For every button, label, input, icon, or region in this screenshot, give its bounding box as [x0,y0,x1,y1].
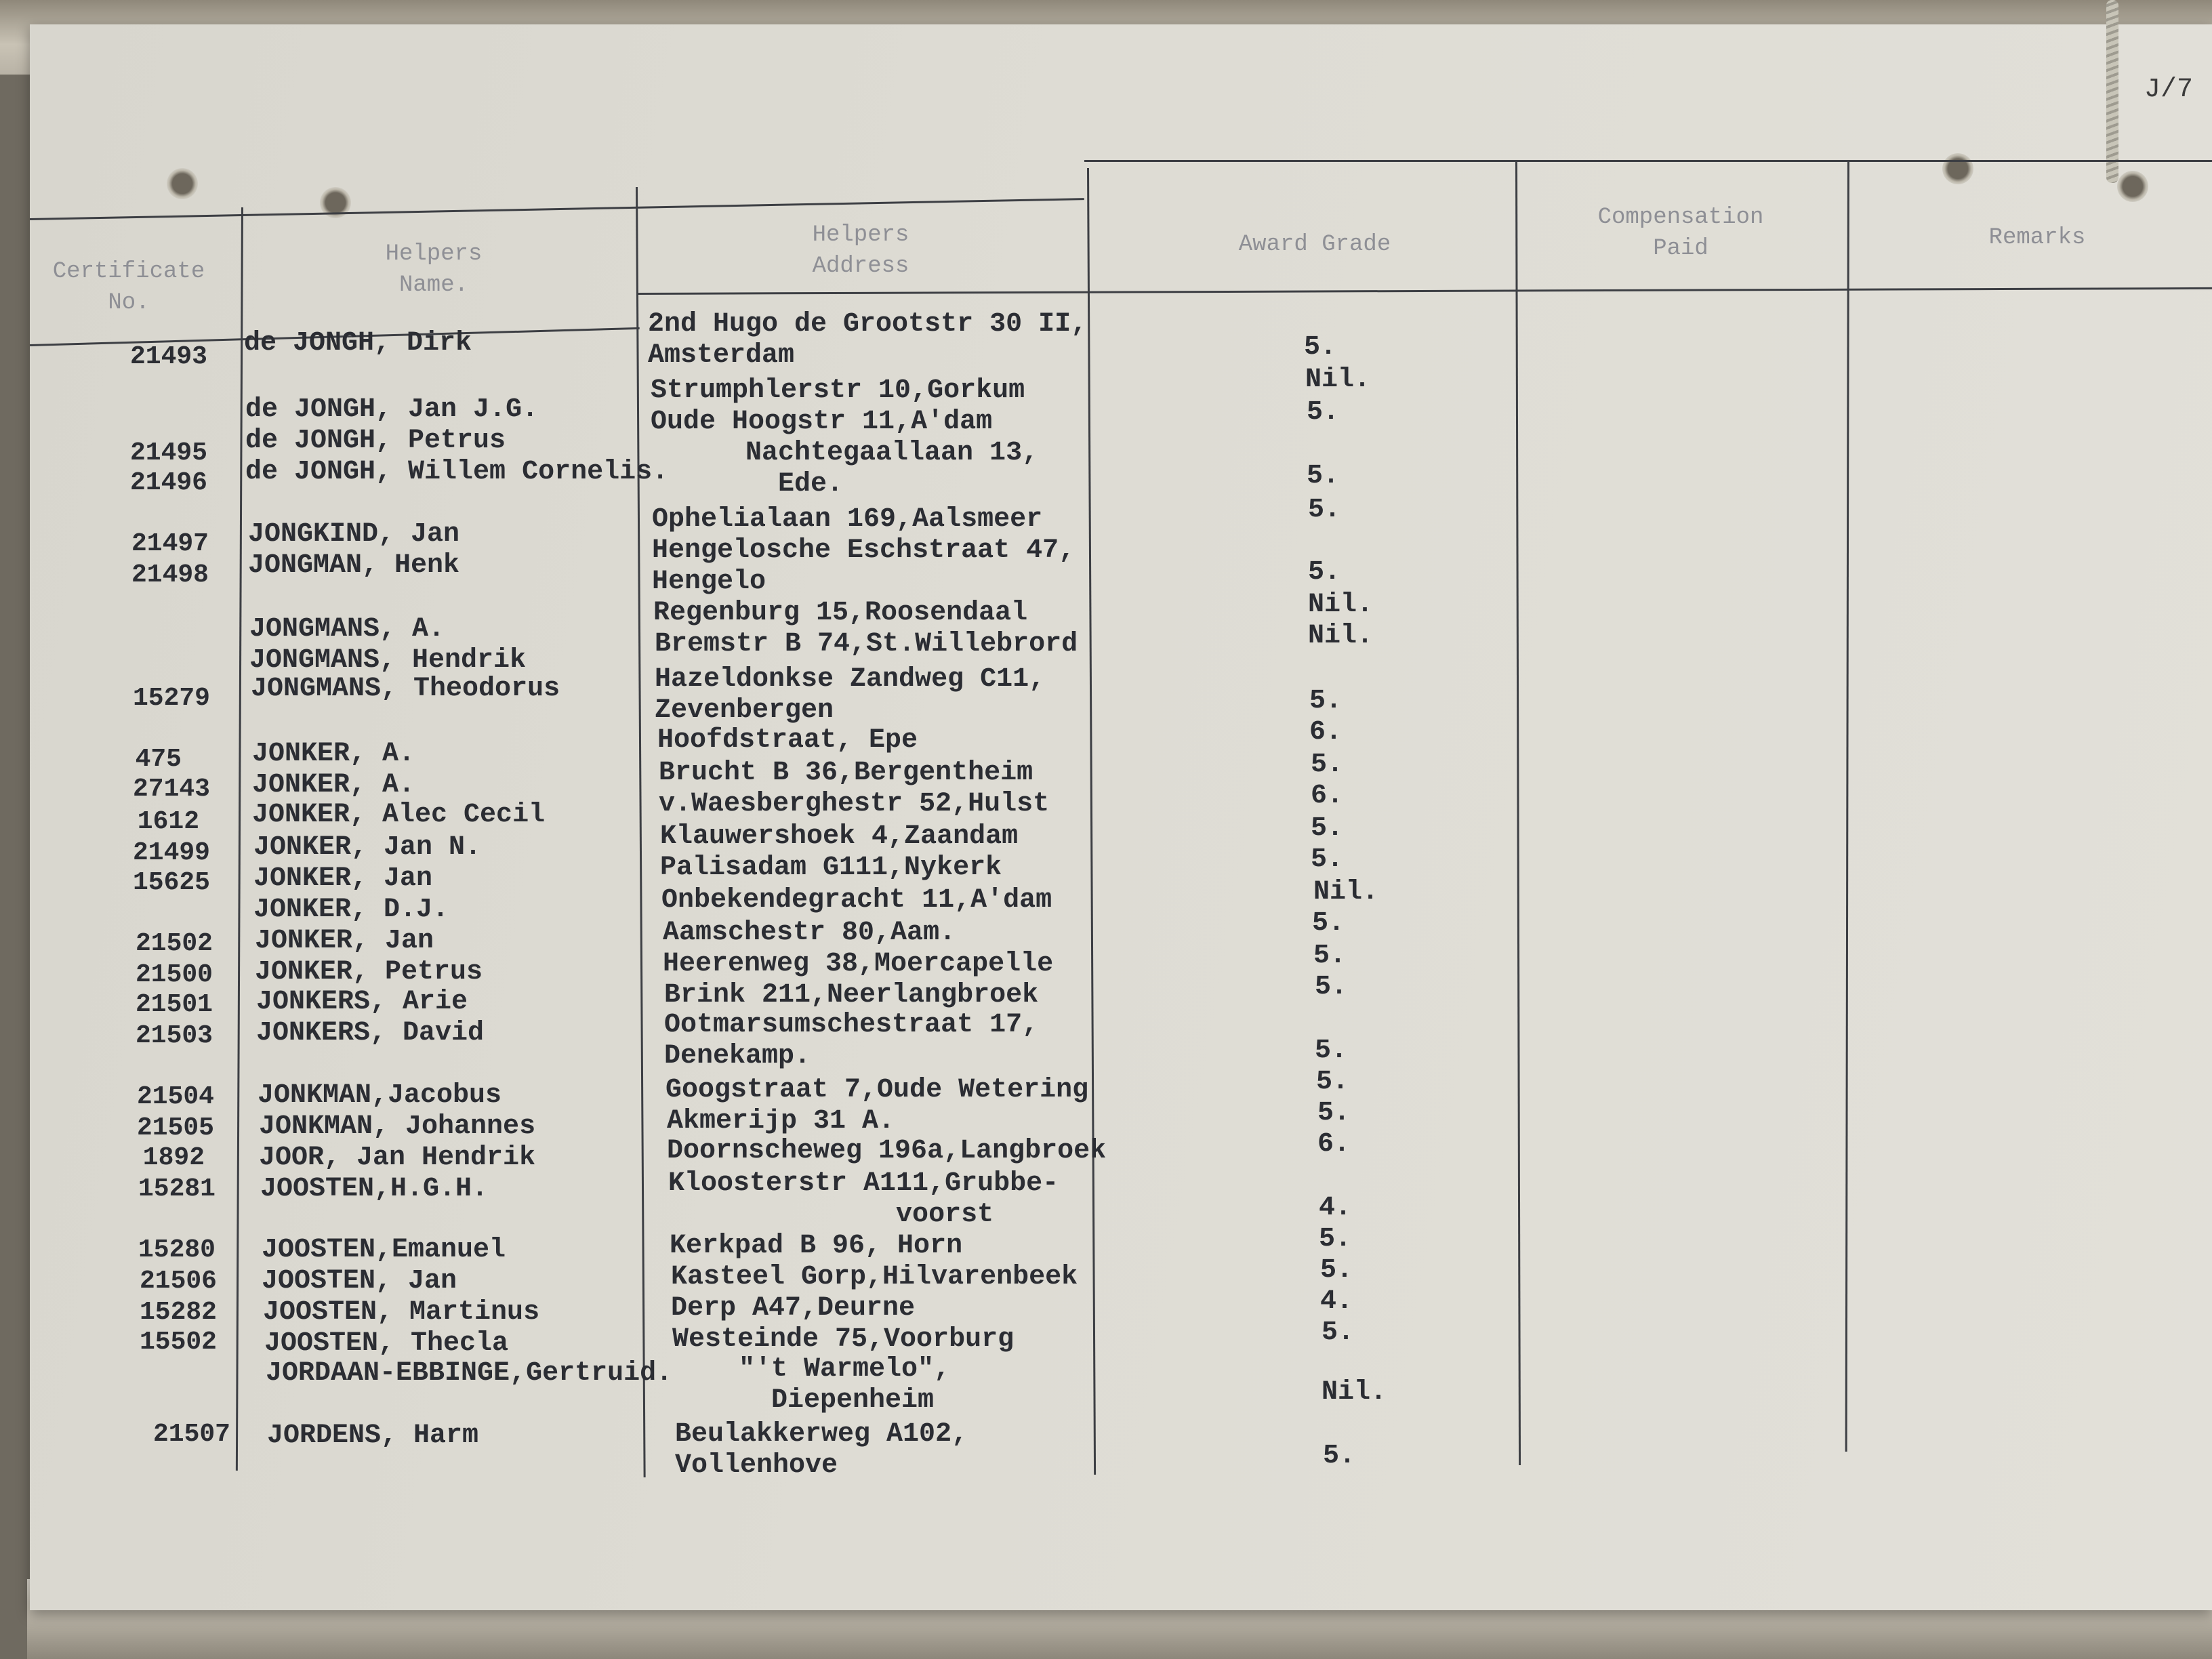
award-grade: 6. [1317,1129,1351,1160]
award-grade: 4. [1319,1193,1352,1223]
certificate-number: 21498 [131,560,209,590]
helper-name: JONGKIND, Jan [248,519,460,550]
helper-address: Beulakkerweg A102, Vollenhove [675,1419,968,1481]
award-grade: 5. [1315,1036,1348,1066]
helper-name: JOOSTEN, Thecla [264,1328,509,1359]
certificate-number: 21496 [129,468,207,497]
helper-name: JOOSTEN, Jan [262,1266,457,1296]
award-grade: 5. [1309,686,1343,716]
award-grade: Nil. [1305,365,1371,395]
certificate-number: 21502 [135,929,213,958]
helper-address: Nachtegaallaan 13, Ede. [745,438,1039,499]
helper-name: JONKER, A. [252,770,415,800]
award-grade: 5. [1308,495,1341,525]
helper-address: "'t Warmelo", Diepenheim [739,1354,951,1416]
certificate-number: 21493 [129,342,207,371]
certificate-number: 21497 [131,529,209,558]
punch-hole-1 [167,168,198,199]
helper-name: JOOSTEN,Emanuel [262,1235,506,1265]
binding-string [2106,0,2118,183]
helper-address: Akmerijp 31 A. [667,1106,895,1136]
helper-name: JONGMANS, Theodorus [251,674,560,704]
certificate-number: 21495 [129,438,207,468]
certificate-number: 15281 [138,1174,216,1204]
helper-address: Derp A47,Deurne [671,1293,916,1324]
award-grade: 6. [1311,781,1344,811]
helper-name: JONKER, Alec Cecil [252,800,546,830]
helper-name: JOOSTEN,H.G.H. [260,1174,489,1204]
certificate-number: 15625 [132,868,210,897]
award-grade: 6. [1309,717,1343,747]
helper-name: de JONGH, Willem Cornelis. [245,457,669,487]
certificate-number: 475 [135,745,182,774]
helper-address: Hoofdstraat, Epe [657,725,918,756]
helper-name: JONKMAN, Johannes [259,1111,536,1142]
helper-address: Kloosterstr A111,Grubbe- voorst [668,1168,1059,1230]
award-grade: Nil. [1308,621,1374,651]
certificate-number: 27143 [132,775,210,804]
helper-address: Ootmarsumschestraat 17, Denekamp. [664,1010,1039,1071]
helper-address: Googstraat 7,Oude Wetering [665,1075,1089,1105]
award-grade: 5. [1304,332,1337,363]
helper-name: JOOR, Jan Hendrik [259,1143,536,1173]
helper-address: Doornscheweg 196a,Langbroek [667,1136,1107,1166]
helper-address: v.Waesberghestr 52,Hulst [659,789,1050,819]
award-grade: 5. [1320,1255,1353,1286]
helper-name: JOOSTEN, Martinus [263,1297,540,1328]
header-compensation-paid: Compensation Paid [1597,205,1764,262]
helper-name: JONKER, Jan [253,863,433,894]
helper-name: JORDENS, Harm [267,1420,479,1451]
helper-name: JONGMANS, Hendrik [249,645,527,676]
helper-name: JORDAAN-EBBINGE,Gertruid. [266,1358,673,1389]
certificate-number: 21501 [135,990,213,1019]
helper-address: Hengelosche Eschstraat 47, Hengelo [652,535,1076,597]
helper-address: Brucht B 36,Bergentheim [659,758,1033,788]
header-award-grade: Award Grade [1238,232,1391,258]
award-grade: Nil. [1308,590,1374,620]
helper-address: Aamschestr 80,Aam. [663,918,956,948]
helper-address: Klauwershoek 4,Zaandam [660,821,1019,852]
helper-address: Oude Hoogstr 11,A'dam [651,407,993,437]
page-reference: J/7 [2144,75,2194,105]
helper-name: JONKERS, David [256,1018,485,1048]
helper-name: de JONGH, Dirk [244,328,472,359]
award-grade: Nil. [1322,1377,1387,1408]
helper-address: Westeinde 75,Voorburg [672,1324,1015,1355]
punch-hole-4 [2117,171,2148,202]
helper-name: JONKERS, Arie [256,987,468,1017]
header-helpers-address: Helpers Address [812,222,909,279]
helper-address: Palisadam G111,Nykerk [660,853,1002,883]
helper-name: de JONGH, Jan J.G. [245,394,539,425]
certificate-number: 21506 [139,1267,217,1296]
award-grade: 5. [1322,1317,1355,1348]
helper-address: Brink 211,Neerlangbroek [664,980,1039,1010]
header-top-rule-right [1084,160,2212,162]
award-grade: 5. [1307,461,1340,491]
award-grade: Nil. [1313,877,1379,907]
award-grade: 5. [1319,1224,1352,1254]
certificate-number: 21503 [135,1021,213,1050]
award-grade: 5. [1311,844,1344,875]
award-grade: 5. [1307,397,1340,428]
helper-name: JONKER, Jan [255,926,434,956]
certificate-number: 21505 [136,1113,214,1143]
award-grade: 5. [1311,750,1344,780]
certificate-number: 21499 [132,838,210,867]
award-grade: 5. [1308,557,1341,588]
award-grade: 5. [1323,1441,1356,1471]
helper-address: Kerkpad B 96, Horn [670,1231,963,1261]
certificate-number: 15502 [139,1328,217,1357]
helper-name: JONGMANS, A. [249,614,445,644]
award-grade: 5. [1312,908,1345,939]
certificate-number: 21500 [135,960,213,989]
certificate-number: 15280 [138,1235,216,1265]
certificate-number: 21507 [152,1420,230,1449]
certificate-number: 21504 [136,1082,214,1111]
helper-address: 2nd Hugo de Grootstr 30 II, Amsterdam [648,309,1088,371]
helper-address: Hazeldonkse Zandweg C11, Zevenbergen [655,664,1046,726]
award-grade: 4. [1320,1286,1353,1317]
helper-name: JONGMAN, Henk [248,550,460,581]
award-grade: 5. [1315,972,1348,1002]
helper-name: JONKMAN,Jacobus [258,1080,502,1111]
award-grade: 5. [1313,941,1347,971]
helper-address: Onbekendegracht 11,A'dam [661,885,1052,916]
helper-name: JONKER, D.J. [253,895,449,925]
helper-address: Regenburg 15,Roosendaal [653,598,1028,628]
helper-name: de JONGH, Petrus [245,426,506,456]
helper-address: Strumphlerstr 10,Gorkum [651,375,1025,406]
helper-address: Kasteel Gorp,Hilvarenbeek [671,1262,1078,1292]
header-certificate-no: Certificate No. [52,259,205,316]
helper-address: Ophelialaan 169,Aalsmeer [652,504,1043,535]
punch-hole-3 [1942,153,1973,184]
header-helpers-name: Helpers Name. [385,241,483,298]
award-grade: 5. [1316,1067,1349,1097]
helper-name: JONKER, Jan N. [253,832,482,863]
helper-address: Bremstr B 74,St.Willebrord [655,629,1078,659]
helper-name: JONKER, Petrus [255,957,483,987]
certificate-number: 1612 [137,807,199,836]
certificate-number: 15279 [132,684,210,713]
helper-name: JONKER, A. [252,739,415,769]
header-remarks: Remarks [1988,225,2086,251]
certificate-number: 15282 [139,1298,217,1327]
award-grade: 5. [1317,1098,1351,1128]
helper-address: Heerenweg 38,Moercapelle [663,949,1054,979]
award-grade: 5. [1311,813,1344,844]
certificate-number: 1892 [142,1143,205,1172]
